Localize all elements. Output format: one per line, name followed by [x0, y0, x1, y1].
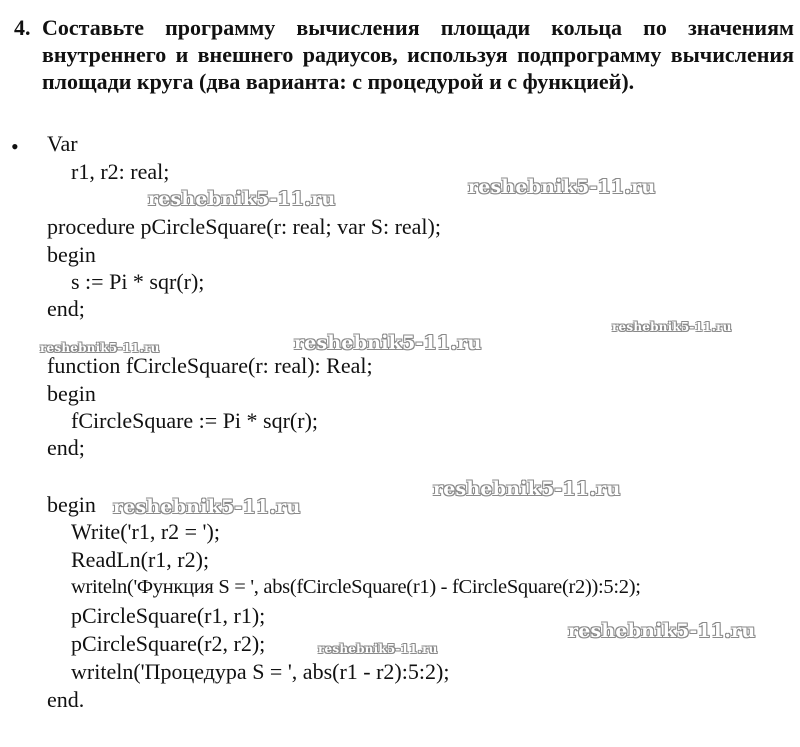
- watermark: reshebnik5-11.ru: [433, 478, 621, 500]
- watermark: reshebnik5-11.ru: [113, 496, 301, 518]
- code-line-call-procedure-2: pCircleSquare(r2, r2);: [71, 631, 266, 656]
- watermark: reshebnik5-11.ru: [568, 620, 756, 642]
- watermark: reshebnik5-11.ru: [468, 176, 656, 198]
- code-line-procedure-begin: begin: [47, 242, 96, 267]
- code-line-procedure-header: procedure pCircleSquare(r: real; var S: real);: [47, 214, 441, 239]
- task-statement: [14, 14, 794, 95]
- watermark: reshebnik5-11.ru: [612, 320, 732, 334]
- code-line-procedure-body: s := Pi * sqr(r);: [71, 269, 205, 294]
- code-line-declarations: r1, r2: real;: [71, 159, 170, 184]
- code-line-var: Var: [47, 131, 78, 156]
- code-line-main-begin: begin: [47, 492, 96, 517]
- watermark: reshebnik5-11.ru: [294, 332, 482, 354]
- code-line-procedure-end: end;: [47, 296, 85, 321]
- code-line-writeln-procedure: writeln('Процедура S = ', abs(r1 - r2):5:2);: [71, 659, 450, 684]
- code-line-function-begin: begin: [47, 381, 96, 406]
- code-line-readln: ReadLn(r1, r2);: [71, 547, 210, 572]
- code-line-call-procedure-1: pCircleSquare(r1, r1);: [71, 603, 266, 628]
- code-line-main-end: end.: [47, 687, 85, 712]
- code-line-function-end: end;: [47, 435, 85, 460]
- watermark: reshebnik5-11.ru: [148, 188, 336, 210]
- task-text: Составьте программу вычисления площади кольца по значениям внутреннего и внешнего радиусов, используя подпрограмму вычисления площади круга (два варианта: с процедурой и с функцией).: [42, 15, 794, 94]
- list-bullet: •: [11, 134, 19, 159]
- task-number: 4.: [14, 15, 31, 40]
- watermark: reshebnik5-11.ru: [40, 341, 160, 355]
- code-line-function-body: fCircleSquare := Pi * sqr(r);: [71, 408, 319, 433]
- code-line-function-header: function fCircleSquare(r: real): Real;: [47, 353, 373, 378]
- code-line-writeln-function: writeln('Функция S = ', abs(fCircleSquare(r1) - fCircleSquare(r2)):5:2);: [71, 576, 641, 598]
- code-line-write: Write('r1, r2 = ');: [71, 519, 220, 544]
- watermark: reshebnik5-11.ru: [318, 642, 438, 656]
